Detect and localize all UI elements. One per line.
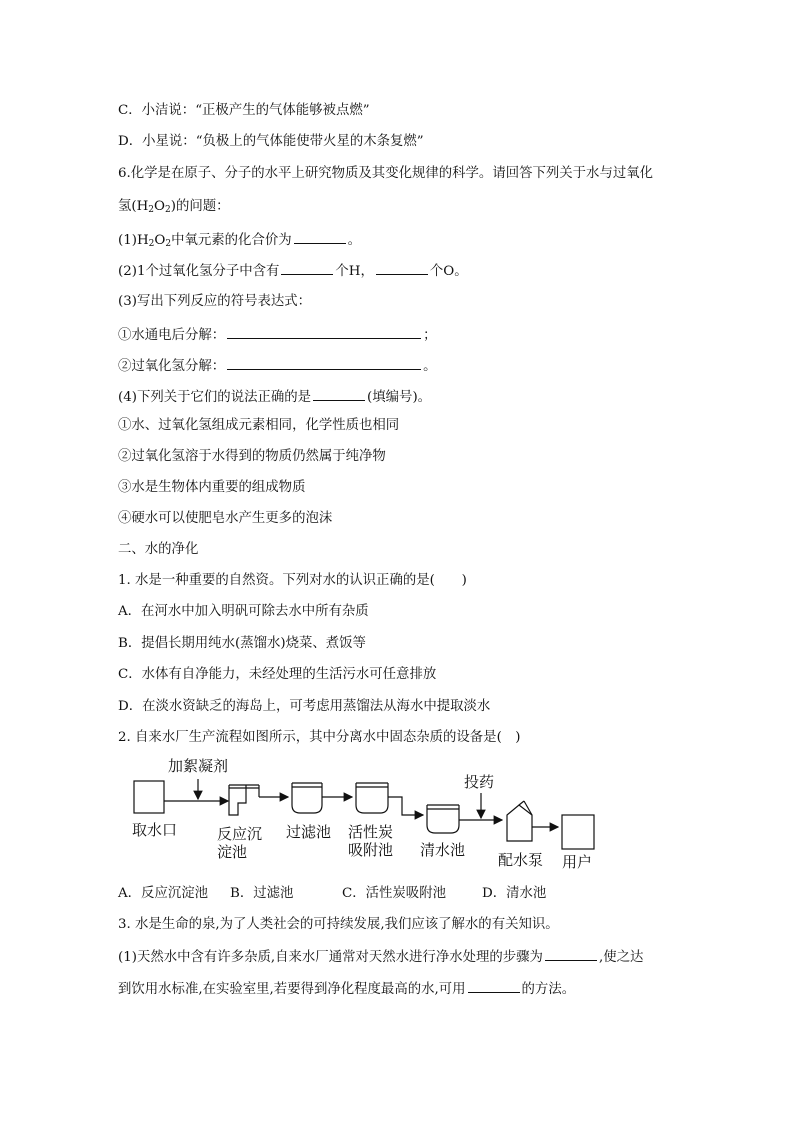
text: 中氧元素的化合价为 <box>171 233 292 248</box>
label-user: 用户 <box>562 853 593 871</box>
s2-q3-part1-line1 <box>118 946 643 968</box>
label-pump: 配水泵 <box>498 851 544 869</box>
subscript: 2 <box>165 205 171 215</box>
s2-q1-stem: 1. 水是一种重要的自然资。下列对水的认识正确的是( ) <box>118 573 467 588</box>
label-carbon-1: 活性炭 <box>348 823 394 841</box>
s2-q2-option-c: C．活性炭吸附池 <box>342 886 446 901</box>
text: 。 <box>423 359 437 374</box>
q6-option-1: ①水、过氧化氢组成元素相同，化学性质也相同 <box>118 418 400 433</box>
text: ②过氧化氢分解： <box>118 359 226 374</box>
q6-part1 <box>118 229 361 254</box>
section-2-title: 二、水的净化 <box>118 542 199 557</box>
text: 到饮用水标准,在实验室里,若要得到净化程度最高的水,可用 <box>118 982 466 997</box>
s2-q1-option-c: C．水体有自净能力，未经处理的生活污水可任意排放 <box>118 667 437 682</box>
user-box <box>562 815 594 849</box>
text: 氢(H <box>118 199 149 214</box>
s2-q2-option-a: A．反应沉淀池 <box>118 886 209 901</box>
label-carbon-2: 吸附池 <box>348 841 394 859</box>
answer-blank[interactable] <box>227 355 421 370</box>
s2-q2-option-b: B．过滤池 <box>230 886 294 901</box>
text: (1)天然水中含有许多杂质,自来水厂通常对天然水进行净水处理的步骤为 <box>118 950 543 965</box>
label-filter: 过滤池 <box>286 823 332 841</box>
q6-part3: (3)写出下列反应的符号表达式： <box>118 294 312 309</box>
text: O <box>154 199 166 214</box>
text: (1)H <box>118 233 149 248</box>
s2-q1-option-b: B．提倡长期用纯水(蒸馏水)烧菜、煮饭等 <box>118 636 366 651</box>
q6-stem-line1: 6.化学是在原子、分子的水平上研究物质及其变化规律的科学。请回答下列关于水与过氧化 <box>118 166 654 181</box>
text: O <box>154 233 166 248</box>
label-settling-1: 反应沉 <box>217 825 263 843</box>
s2-q1-option-d: D．在淡水资缺乏的海岛上，可考虑用蒸馏法从海水中提取淡水 <box>118 699 491 714</box>
s2-q1-option-a: A．在河水中加入明矾可除去水中所有杂质 <box>118 604 369 619</box>
label-settling-2: 淀池 <box>217 843 248 861</box>
q5-option-c: C．小洁说：“正极产生的气体能够被点燃” <box>118 103 370 118</box>
text: ,使之达 <box>598 950 644 965</box>
q6-option-3: ③水是生物体内重要的组成物质 <box>118 480 306 495</box>
subscript: 2 <box>165 239 172 249</box>
text: ； <box>423 328 437 343</box>
q6-part2 <box>118 260 468 282</box>
q6-option-2: ②过氧化氢溶于水得到的物质仍然属于纯净物 <box>118 449 386 464</box>
q6-part3-1 <box>118 324 437 346</box>
label-dosing: 投药 <box>464 773 495 791</box>
answer-blank[interactable] <box>227 324 421 339</box>
pump-body <box>507 805 532 841</box>
s2-q2-option-d: D．清水池 <box>482 886 547 901</box>
answer-blank[interactable] <box>545 946 597 961</box>
subscript: 2 <box>148 205 155 215</box>
text: 的方法。 <box>521 982 576 997</box>
q6-part3-2 <box>118 355 437 377</box>
text: 。 <box>347 233 362 248</box>
s2-q2-stem: 2. 自来水厂生产流程如图所示，其中分离水中固态杂质的设备是( ) <box>118 730 521 745</box>
answer-blank[interactable] <box>376 260 428 275</box>
label-flocculant: 加絮凝剂 <box>168 757 229 775</box>
q6-part4 <box>118 386 431 408</box>
intake-box <box>134 781 164 813</box>
text: )的问题： <box>170 199 230 214</box>
answer-blank[interactable] <box>281 260 333 275</box>
label-intake: 取水口 <box>132 821 178 839</box>
text: (4)下列关于它们的说法正确的是 <box>118 390 312 405</box>
settling-tank <box>229 785 246 815</box>
water-treatment-flow-diagram <box>118 745 618 875</box>
answer-blank[interactable] <box>468 978 520 993</box>
text: ①水通电后分解： <box>118 328 226 343</box>
pump-top <box>519 801 524 805</box>
answer-blank[interactable] <box>313 386 365 401</box>
text: 个O。 <box>429 264 468 279</box>
arrow-carbon-to-clear <box>388 797 423 815</box>
text: (2)1个过氧化氢分子中含有 <box>118 264 280 279</box>
answer-blank[interactable] <box>294 229 346 244</box>
q5-option-d: D．小星说：“负极上的气体能使带火星的木条复燃” <box>118 134 424 149</box>
q6-stem-line2 <box>118 197 230 220</box>
s2-q2-options <box>118 884 546 904</box>
subscript: 2 <box>148 239 155 249</box>
s2-q3-part1-line2 <box>118 978 575 1000</box>
q6-option-4: ④硬水可以使肥皂水产生更多的泡沫 <box>118 511 333 526</box>
label-clear: 清水池 <box>420 841 466 859</box>
text: 个H， <box>335 264 374 279</box>
text: (填编号)。 <box>367 390 432 405</box>
s2-q3-stem: 3. 水是生命的泉,为了人类社会的可持续发展,我们应该了解水的有关知识。 <box>118 917 559 932</box>
